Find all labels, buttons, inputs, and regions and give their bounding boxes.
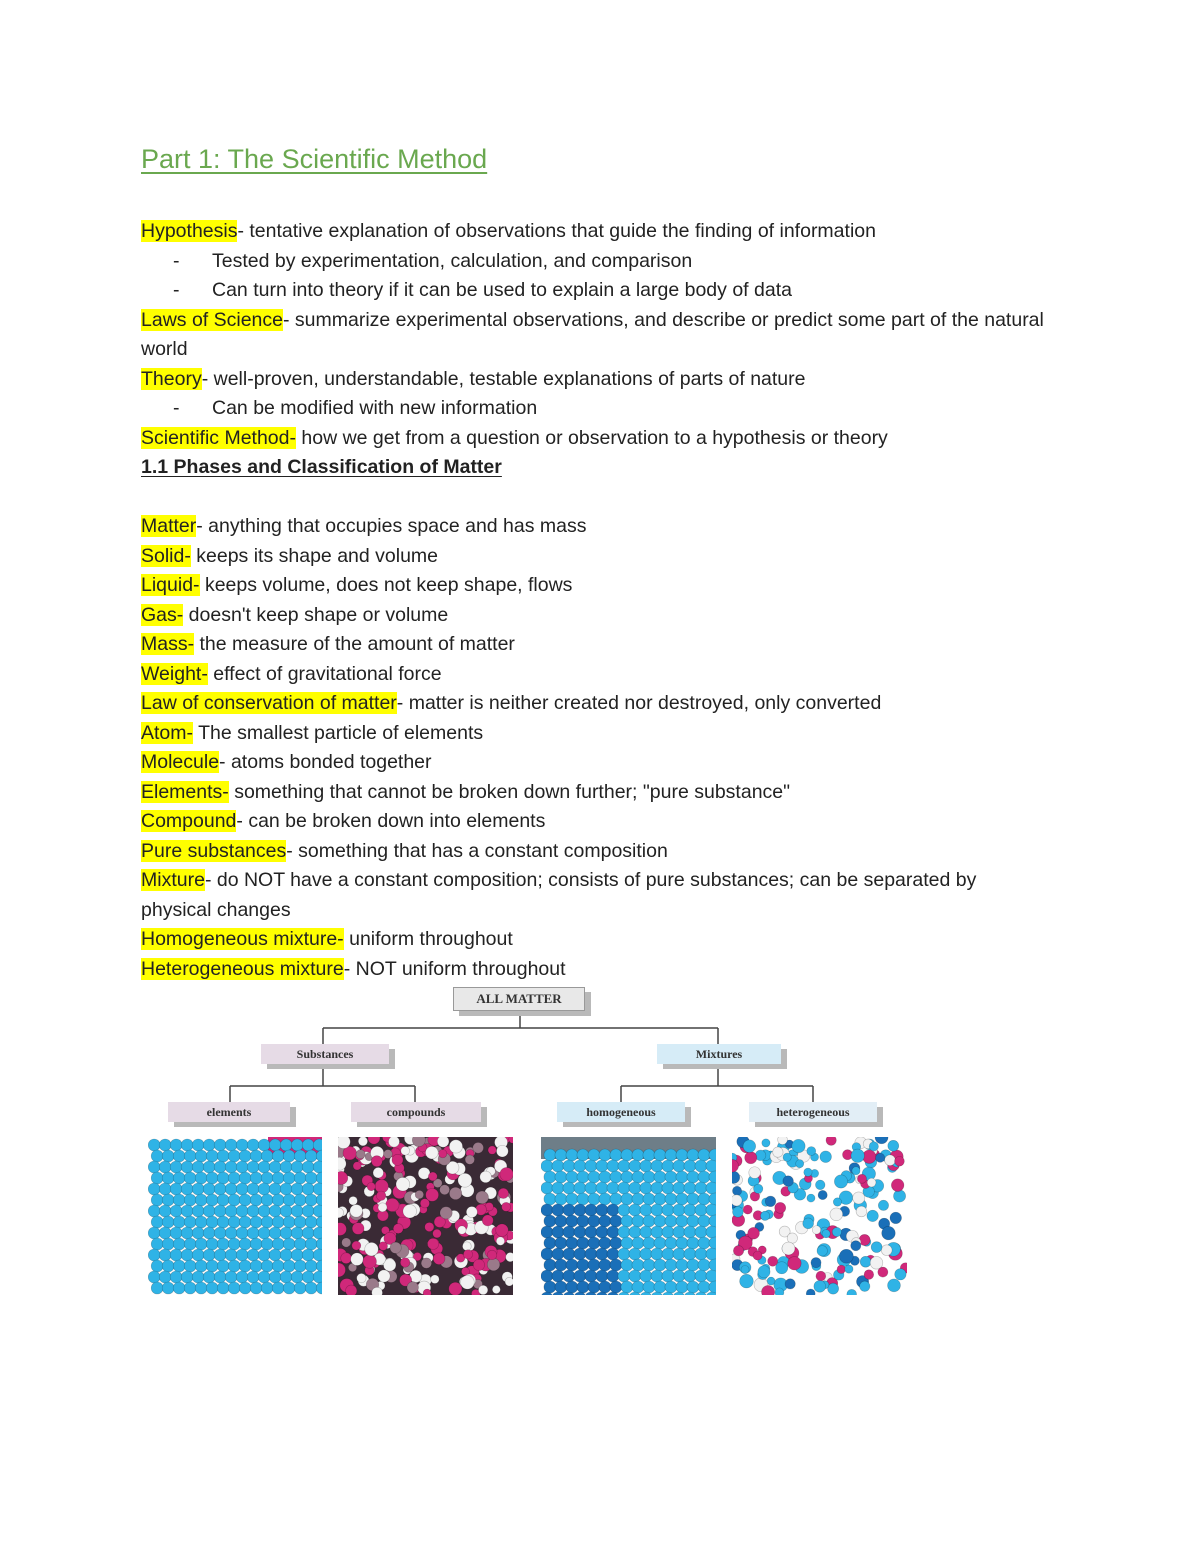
- bullet-dash: -: [173, 397, 180, 419]
- bullet-item: [141, 394, 1051, 424]
- definition-item: [141, 542, 1051, 572]
- compounds-particle-image: [338, 1137, 513, 1295]
- bullet-dash: -: [173, 249, 180, 272]
- term-highlight: Laws of Science: [141, 308, 283, 331]
- definition-item: [141, 778, 1051, 808]
- term-highlight: Gas-: [141, 603, 184, 626]
- definition-laws-of-science: [141, 306, 1051, 365]
- definition-item: [141, 630, 1051, 660]
- definition-text: something that cannot be broken down further; "pure substance": [228, 780, 791, 803]
- term-highlight: Theory: [141, 367, 202, 390]
- term-highlight: Atom-: [141, 721, 194, 744]
- elements-particle-image: [148, 1137, 322, 1295]
- term-highlight: Pure substances: [141, 839, 287, 862]
- term-highlight: Liquid-: [141, 574, 200, 596]
- classification-of-matter-diagram: [143, 982, 913, 1298]
- homogeneous-particle-image: [541, 1137, 716, 1295]
- definition-text: the measure of the amount of matter: [194, 633, 515, 655]
- term-highlight: Solid-: [141, 544, 191, 567]
- bullet-item: [141, 247, 1051, 277]
- heterogeneous-box: heterogeneous: [749, 1102, 877, 1122]
- term-highlight: Elements-: [141, 780, 229, 803]
- term-highlight: Hypothesis: [141, 220, 238, 242]
- elements-box: elements: [168, 1102, 290, 1122]
- definition-item: [141, 866, 1051, 925]
- definition-text: keeps volume, does not keep shape, flows: [199, 574, 573, 596]
- mixtures-box: Mixtures: [657, 1044, 781, 1064]
- notes-body: [141, 217, 1051, 984]
- bullet-dash: -: [173, 279, 180, 301]
- term-highlight: Compound: [141, 810, 237, 832]
- page-title: Part 1: The Scientific Method: [141, 144, 488, 174]
- definition-text: effect of gravitational force: [207, 662, 442, 685]
- definition-theory: [141, 365, 1051, 395]
- compounds-box: compounds: [351, 1102, 481, 1122]
- term-highlight: Scientific Method-: [141, 426, 296, 449]
- definition-text: keeps its shape and volume: [190, 544, 439, 567]
- definition-item: [141, 925, 1051, 955]
- definition-item: [141, 512, 1051, 542]
- term-highlight: Law of conservation of matter: [141, 692, 397, 714]
- definition-text: - tentative explanation of observations that guide the finding of information: [237, 220, 876, 242]
- heterogeneous-particle-image: [732, 1137, 907, 1295]
- spacer: [141, 483, 1051, 513]
- definition-text: - well-proven, understandable, testable explanations of parts of nature: [201, 367, 806, 390]
- term-highlight: Mass-: [141, 633, 195, 655]
- all-matter-box: ALL MATTER: [453, 987, 585, 1011]
- term-highlight: Heterogeneous mixture: [141, 957, 344, 980]
- definition-item: [141, 837, 1051, 867]
- term-highlight: Matter: [141, 515, 197, 537]
- definition-item: [141, 719, 1051, 749]
- definition-item: [141, 748, 1051, 778]
- term-highlight: Molecule: [141, 751, 220, 773]
- definition-text: - matter is neither created nor destroyed, only converted: [396, 692, 882, 714]
- definition-item: [141, 807, 1051, 837]
- homogeneous-box: homogeneous: [557, 1102, 685, 1122]
- definition-text: - can be broken down into elements: [236, 810, 546, 832]
- definition-text: - summarize experimental observations, and describe or predict some part of the natural world: [141, 308, 1044, 360]
- definition-text: - anything that occupies space and has mass: [196, 515, 587, 537]
- definition-item: [141, 955, 1051, 985]
- definition-text: - do NOT have a constant composition; consists of pure substances; can be separated by physical changes: [141, 869, 977, 921]
- term-highlight: Weight-: [141, 662, 208, 685]
- definition-text: uniform throughout: [343, 928, 513, 950]
- definition-text: - NOT uniform throughout: [343, 957, 566, 980]
- definition-hypothesis: [141, 217, 1051, 247]
- definition-item: [141, 571, 1051, 601]
- definition-text: - atoms bonded together: [219, 751, 432, 773]
- definition-text: - something that has a constant composition: [286, 839, 668, 862]
- substances-box: Substances: [261, 1044, 389, 1064]
- definition-text: The smallest particle of elements: [193, 721, 484, 744]
- definition-item: [141, 601, 1051, 631]
- definition-item: [141, 689, 1051, 719]
- definition-text: doesn't keep shape or volume: [183, 603, 449, 626]
- terms-list: [141, 512, 1051, 984]
- term-highlight: Homogeneous mixture-: [141, 928, 344, 950]
- bullet-item: [141, 276, 1051, 306]
- definition-scientific-method: [141, 424, 1051, 454]
- section-heading: 1.1 Phases and Classification of Matter: [141, 456, 502, 478]
- bullet-text: Tested by experimentation, calculation, and comparison: [212, 249, 693, 272]
- definition-item: [141, 660, 1051, 690]
- bullet-text: Can be modified with new information: [212, 397, 538, 419]
- bullet-text: Can turn into theory if it can be used to explain a large body of data: [212, 279, 792, 301]
- term-highlight: Mixture: [141, 869, 205, 891]
- definition-text: how we get from a question or observation to a hypothesis or theory: [295, 426, 888, 449]
